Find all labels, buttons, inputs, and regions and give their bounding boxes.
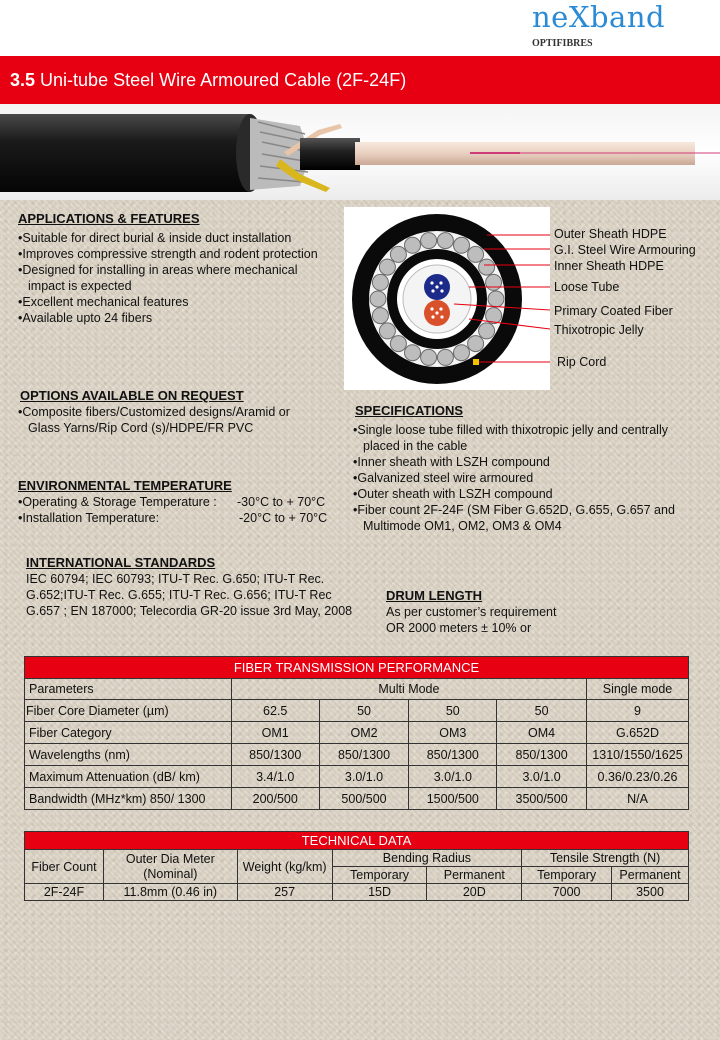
fiber-table-title: FIBER TRANSMISSION PERFORMANCE — [25, 657, 689, 679]
table-cell: 9 — [586, 700, 688, 722]
table-cell: 1310/1550/1625 — [586, 744, 688, 766]
specifications-list — [353, 422, 675, 534]
steel-wire — [370, 291, 386, 307]
list-item: • Suitable for direct burial & inside duct installation — [18, 230, 318, 246]
label-rip-cord: Rip Cord — [557, 355, 607, 369]
table-cell: OM1 — [231, 722, 319, 744]
applications-list — [18, 230, 318, 326]
table-row — [25, 884, 689, 901]
list-item: impact is expected — [28, 279, 132, 293]
header-tensile-temporary: Temporary — [522, 867, 612, 884]
table-cell: 20D — [427, 884, 522, 901]
list-item: • Improves compressive strength and rodent protection — [18, 246, 318, 262]
steel-wire — [437, 349, 453, 365]
list-item: placed in the cable — [363, 439, 468, 453]
table-cell: 62.5 — [231, 700, 319, 722]
steel-wire — [421, 349, 437, 365]
table-cell: OM2 — [319, 722, 409, 744]
table-cell: 1500/500 — [409, 788, 497, 810]
rip-cord-marker — [473, 359, 479, 365]
table-cell: 2F-24F — [25, 884, 104, 901]
standards-line: IEC 60794; IEC 60793; ITU-T Rec. G.650; ITU-T Rec. — [26, 572, 325, 586]
table-cell: 50 — [409, 700, 497, 722]
table-cell: 7000 — [522, 884, 612, 901]
drum-line: OR 2000 meters ± 10% or — [386, 621, 532, 635]
specifications-heading: SPECIFICATIONS — [355, 403, 464, 418]
header-tensile-strength: Tensile Strength (N) — [522, 850, 689, 867]
brand-logo: neXband — [532, 0, 666, 34]
drum-line: As per customer’s requirement — [386, 605, 557, 619]
page-title — [10, 70, 406, 91]
header-bending-permanent: Permanent — [427, 867, 522, 884]
table-cell: 200/500 — [231, 788, 319, 810]
steel-wire — [454, 237, 470, 253]
env-operating-value: -30°C to + 70°C — [237, 495, 326, 509]
steel-wire — [488, 291, 504, 307]
table-cell: G.652D — [586, 722, 688, 744]
title-text: Uni-tube Steel Wire Armoured Cable (2F-24F) — [40, 70, 407, 90]
standards-line: G.652;ITU-T Rec. G.655; ITU-T Rec. G.656; ITU-T Rec — [26, 588, 332, 602]
brand-tagline: OPTIFIBRES — [532, 38, 593, 49]
cable-illustration — [0, 104, 720, 200]
table-cell: 50 — [497, 700, 587, 722]
steel-wire — [372, 308, 388, 324]
header-outer-dia: Outer Dia Meter (Nominal) — [103, 850, 237, 884]
table-cell: 850/1300 — [409, 744, 497, 766]
table-cell: 850/1300 — [319, 744, 409, 766]
header-weight: Weight (kg/km) — [237, 850, 332, 884]
label-outer-sheath: Outer Sheath HDPE — [554, 227, 667, 241]
steel-wire — [405, 237, 421, 253]
table-row — [25, 744, 689, 766]
standards-text — [26, 571, 352, 619]
technical-data-table — [24, 831, 689, 901]
list-item: • Inner sheath with LSZH compound — [353, 454, 675, 470]
list-item: • Outer sheath with LSZH compound — [353, 486, 675, 502]
row-label: Wavelengths (nm) — [25, 744, 232, 766]
list-item: • Single loose tube filled with thixotropic jelly and centrally — [353, 422, 675, 438]
env-operating-label: • Operating & Storage Temperature : — [18, 494, 217, 510]
steel-wire — [454, 345, 470, 361]
label-primary-fiber: Primary Coated Fiber — [554, 304, 673, 318]
table-cell: 850/1300 — [497, 744, 587, 766]
list-item: • Designed for installing in areas where mechanical — [18, 262, 318, 278]
steel-wire — [479, 323, 495, 339]
applications-heading: APPLICATIONS & FEATURES — [18, 211, 200, 226]
header-parameters: Parameters — [25, 679, 232, 700]
header-single-mode: Single mode — [586, 679, 688, 700]
table-cell: 15D — [332, 884, 427, 901]
list-item: • Available upto 24 fibers — [18, 310, 318, 326]
row-label: Fiber Category — [25, 722, 232, 744]
table-cell: 500/500 — [319, 788, 409, 810]
table-cell: 257 — [237, 884, 332, 901]
steel-wire — [468, 246, 484, 262]
standards-heading: INTERNATIONAL STANDARDS — [26, 555, 216, 570]
list-item: Glass Yarns/Rip Cord (s)/HDPE/FR PVC — [28, 421, 254, 435]
table-cell: 3500 — [612, 884, 689, 901]
steel-wire — [486, 274, 502, 290]
list-item: • Fiber count 2F-24F (SM Fiber G.652D, G.655, G.657 and — [353, 502, 675, 518]
row-label: Fiber Core Diameter (µm) — [25, 700, 232, 722]
label-steel-wire: G.I. Steel Wire Armouring — [554, 243, 696, 257]
list-item: • Composite fibers/Customized designs/Aramid or — [18, 404, 290, 420]
steel-wire — [379, 259, 395, 275]
header-bending-temporary: Temporary — [332, 867, 427, 884]
env-install-value: -20°C to + 70°C — [239, 511, 328, 525]
table-cell: OM4 — [497, 722, 587, 744]
table-row — [25, 766, 689, 788]
steel-wire — [468, 336, 484, 352]
header-bending-radius: Bending Radius — [332, 850, 522, 867]
table-row — [25, 722, 689, 744]
steel-wire — [437, 233, 453, 249]
row-label: Bandwidth (MHz*km) 850/ 1300 — [25, 788, 232, 810]
label-inner-sheath: Inner Sheath HDPE — [554, 259, 664, 273]
steel-wire — [405, 345, 421, 361]
cable-cross-section — [344, 207, 550, 390]
env-install-label: • Installation Temperature: — [18, 510, 159, 526]
table-cell: 50 — [319, 700, 409, 722]
list-item: • Galvanized steel wire armoured — [353, 470, 675, 486]
list-item: Multimode OM1, OM2, OM3 & OM4 — [363, 519, 562, 533]
options-heading: OPTIONS AVAILABLE ON REQUEST — [20, 388, 244, 403]
table-cell: 3.0/1.0 — [409, 766, 497, 788]
label-loose-tube: Loose Tube — [554, 280, 620, 294]
header-fiber-count: Fiber Count — [25, 850, 104, 884]
steel-wire — [379, 323, 395, 339]
table-cell: 3.4/1.0 — [231, 766, 319, 788]
table-cell: 0.36/0.23/0.26 — [586, 766, 688, 788]
table-cell: 3.0/1.0 — [497, 766, 587, 788]
label-thixotropic-jelly: Thixotropic Jelly — [554, 323, 644, 337]
table-row — [25, 788, 689, 810]
cable-photo — [0, 104, 720, 200]
steel-wire — [390, 246, 406, 262]
row-label: Maximum Attenuation (dB/ km) — [25, 766, 232, 788]
header-tensile-permanent: Permanent — [612, 867, 689, 884]
steel-wire — [479, 259, 495, 275]
steel-wire — [390, 336, 406, 352]
drum-heading: DRUM LENGTH — [386, 588, 483, 603]
table-row — [25, 700, 689, 722]
table-cell: 3.0/1.0 — [319, 766, 409, 788]
table-cell: 11.8mm (0.46 in) — [103, 884, 237, 901]
standards-line: G.657 ; EN 187000; Telecordia GR-20 issue 3rd May, 2008 — [26, 604, 353, 618]
drum-text — [386, 604, 556, 636]
fiber-performance-table — [24, 656, 689, 810]
options-text — [18, 404, 290, 436]
table-cell: 3500/500 — [497, 788, 587, 810]
list-item: • Excellent mechanical features — [18, 294, 318, 310]
cross-section-diagram — [344, 207, 550, 390]
steel-wire — [372, 274, 388, 290]
table-cell: N/A — [586, 788, 688, 810]
header-multi-mode: Multi Mode — [231, 679, 586, 700]
steel-wire — [421, 233, 437, 249]
tech-table-title: TECHNICAL DATA — [25, 832, 689, 850]
table-cell: OM3 — [409, 722, 497, 744]
table-cell: 850/1300 — [231, 744, 319, 766]
environment-heading: ENVIRONMENTAL TEMPERATURE — [18, 478, 232, 493]
section-number: 3.5 — [10, 70, 36, 90]
